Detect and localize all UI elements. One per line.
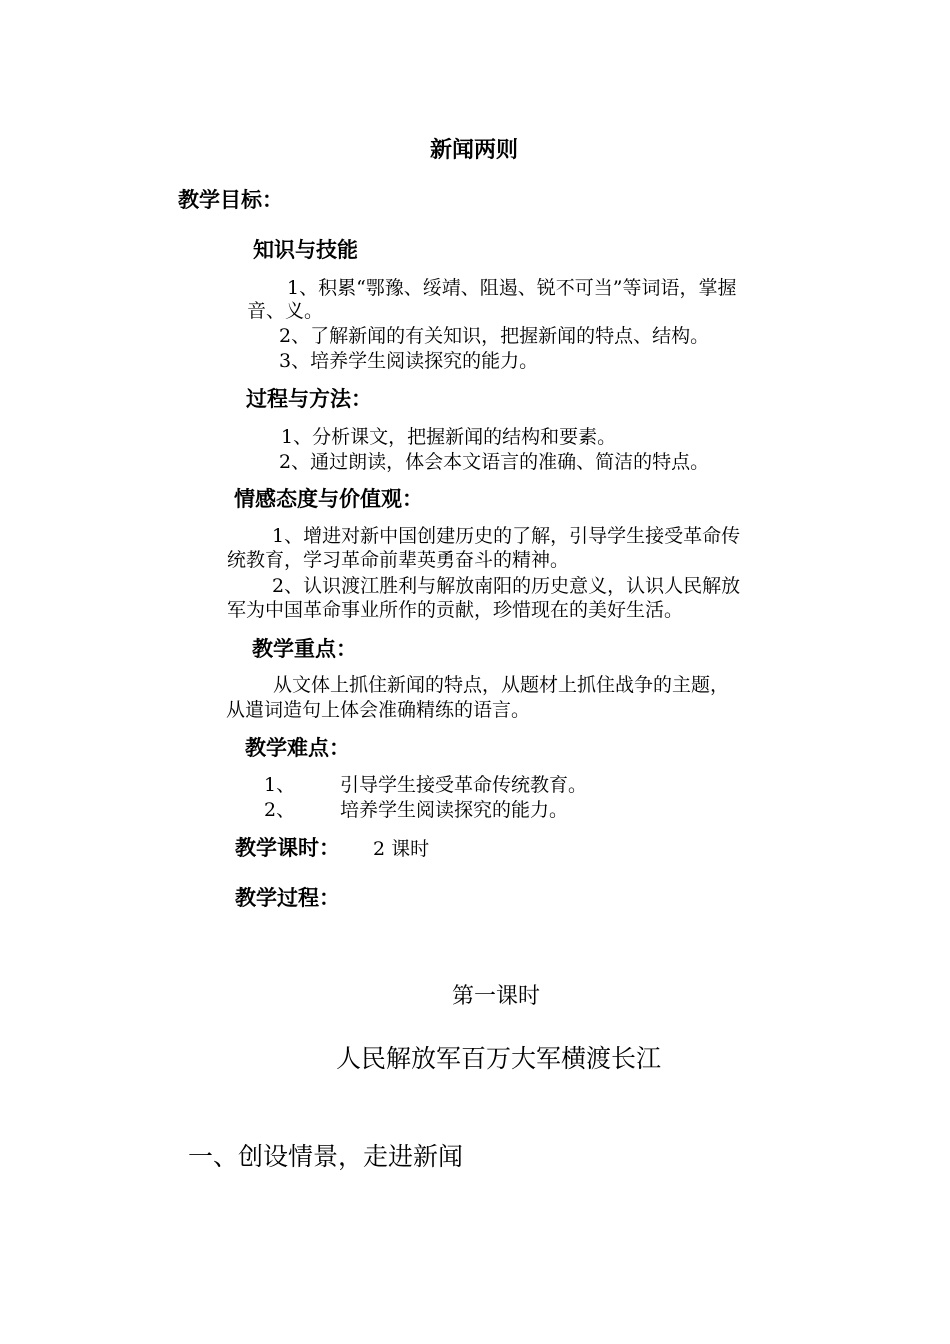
attitude-item-1-line2: 统教育，学习革命前辈英勇奋斗的精神。 [227,549,570,571]
process-item-2: 2、通过朗读，体会本文语言的准确、简洁的特点。 [279,451,710,473]
knowledge-item-3: 3、培养学生阅读探究的能力。 [279,350,539,372]
knowledge-heading: 知识与技能 [253,238,358,262]
lesson-title: 第一课时 [452,984,541,1009]
difficulty-1-number: 1、 [264,774,296,796]
knowledge-item-1-line1: 1、积累“鄂豫、绥靖、阻遏、锐不可当”等词语，掌握 [287,277,737,299]
hours-heading: 教学课时： [235,836,340,860]
procedure-heading: 教学过程： [235,886,340,910]
knowledge-item-1-line2: 音、义。 [247,300,324,322]
process-item-1: 1、分析课文，把握新闻的结构和要素。 [281,426,617,448]
difficulties-heading: 教学难点： [245,736,350,760]
attitude-heading: 情感态度与价值观： [234,487,423,511]
attitude-item-1-line1: 1、增进对新中国创建历史的了解，引导学生接受革命传 [272,525,741,547]
key-points-line2: 从遣词造句上体会准确精练的语言。 [226,699,531,721]
document-title: 新闻两则 [430,138,519,163]
key-points-line1: 从文体上抓住新闻的特点，从题材上抓住战争的主题， [273,674,730,696]
attitude-item-2-line1: 2、认识渡江胜利与解放南阳的历史意义，认识人民解放 [272,575,741,597]
attitude-item-2-line2: 军为中国革命事业所作的贡献，珍惜现在的美好生活。 [227,599,684,621]
difficulty-2-number: 2、 [264,799,296,821]
process-heading: 过程与方法： [246,387,372,411]
difficulty-1-text: 引导学生接受革命传统教育。 [340,774,588,796]
section-heading-1: 一、创设情景，走进新闻 [188,1142,464,1171]
hours-value: 2 课时 [373,838,430,860]
difficulty-2-text: 培养学生阅读探究的能力。 [340,799,569,821]
key-points-heading: 教学重点： [252,637,357,661]
lesson-subtitle: 人民解放军百万大军横渡长江 [336,1044,662,1073]
knowledge-item-2: 2、了解新闻的有关知识，把握新闻的特点、结构。 [279,325,710,347]
objectives-heading: 教学目标： [178,188,283,212]
